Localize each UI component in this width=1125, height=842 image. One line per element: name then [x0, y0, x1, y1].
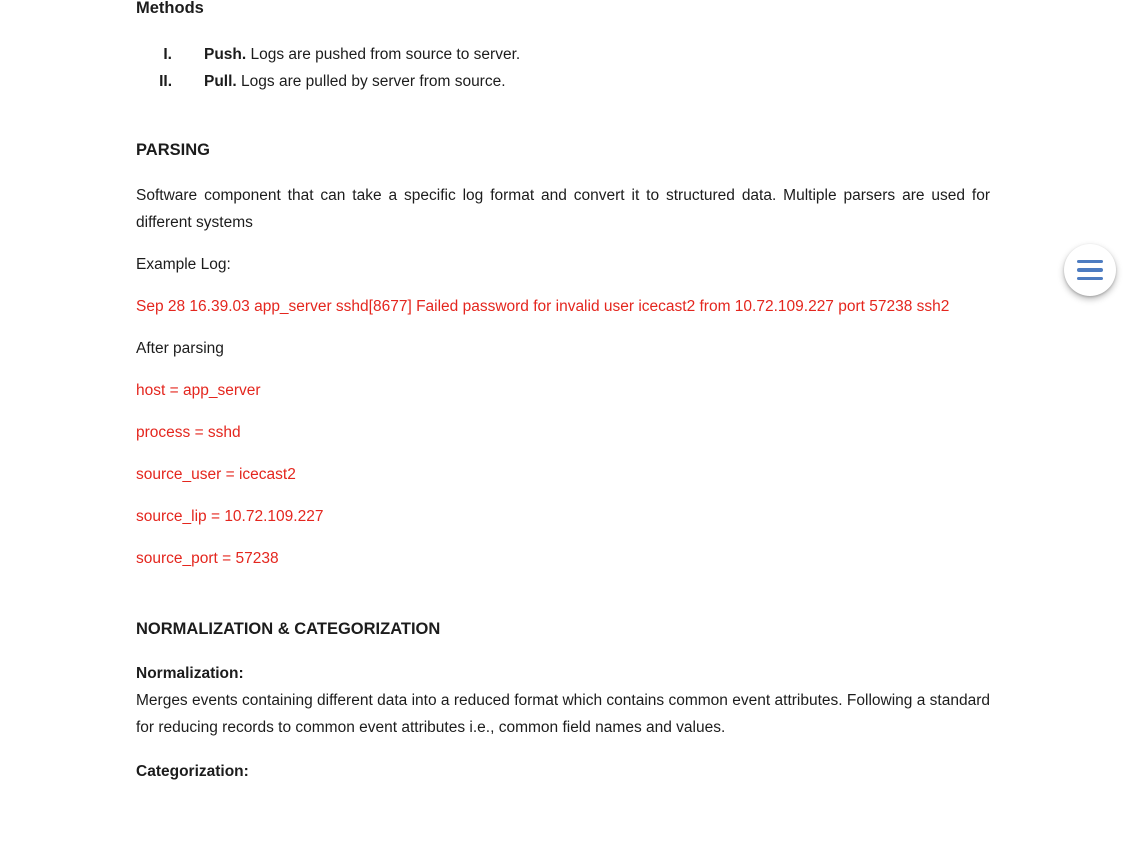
list-item-numeral: II.: [159, 73, 172, 90]
methods-list: [136, 41, 990, 95]
list-item-numeral: I.: [163, 46, 172, 63]
parsed-field-host: host = app_server: [136, 382, 261, 399]
categorization-label: Categorization:: [136, 763, 249, 780]
list-item-term: Push.: [204, 46, 247, 63]
list-item-text: [204, 41, 520, 68]
list-item: [136, 68, 990, 95]
example-log-label: Example Log:: [136, 256, 231, 273]
list-item-term: Pull.: [204, 73, 237, 90]
list-item: [136, 41, 990, 68]
list-item-body: Logs are pulled by server from source.: [236, 73, 506, 90]
normalization-text: Merges events containing different data into a reduced format which contains common event attributes. Following a standard for reducing records to common event attributes i.e., common field names and values.: [136, 692, 990, 736]
list-item-text: [204, 68, 506, 95]
hamburger-icon: [1077, 260, 1103, 281]
parsed-field-source-user: source_user = icecast2: [136, 466, 296, 483]
parsed-field-source-port: source_port = 57238: [136, 550, 279, 567]
document-content: [136, 0, 990, 785]
normalization-label: Normalization:: [136, 665, 244, 682]
example-log-text: Sep 28 16.39.03 app_server sshd[8677] Failed password for invalid user icecast2 from 10.72.109.227 port 57238 ssh2: [136, 298, 950, 315]
methods-heading: Methods: [136, 0, 204, 17]
list-item-body: Logs are pushed from source to server.: [246, 46, 521, 63]
parsing-description: Software component that can take a specific log format and convert it to structured data. Multiple parsers are used for different systems: [136, 187, 990, 231]
parsing-heading: PARSING: [136, 141, 210, 159]
parsed-field-source-lip: source_lip = 10.72.109.227: [136, 508, 324, 525]
after-parsing-label: After parsing: [136, 340, 224, 357]
menu-button[interactable]: [1064, 244, 1116, 296]
normalization-categorization-heading: NORMALIZATION & CATEGORIZATION: [136, 620, 441, 638]
parsed-field-process: process = sshd: [136, 424, 241, 441]
